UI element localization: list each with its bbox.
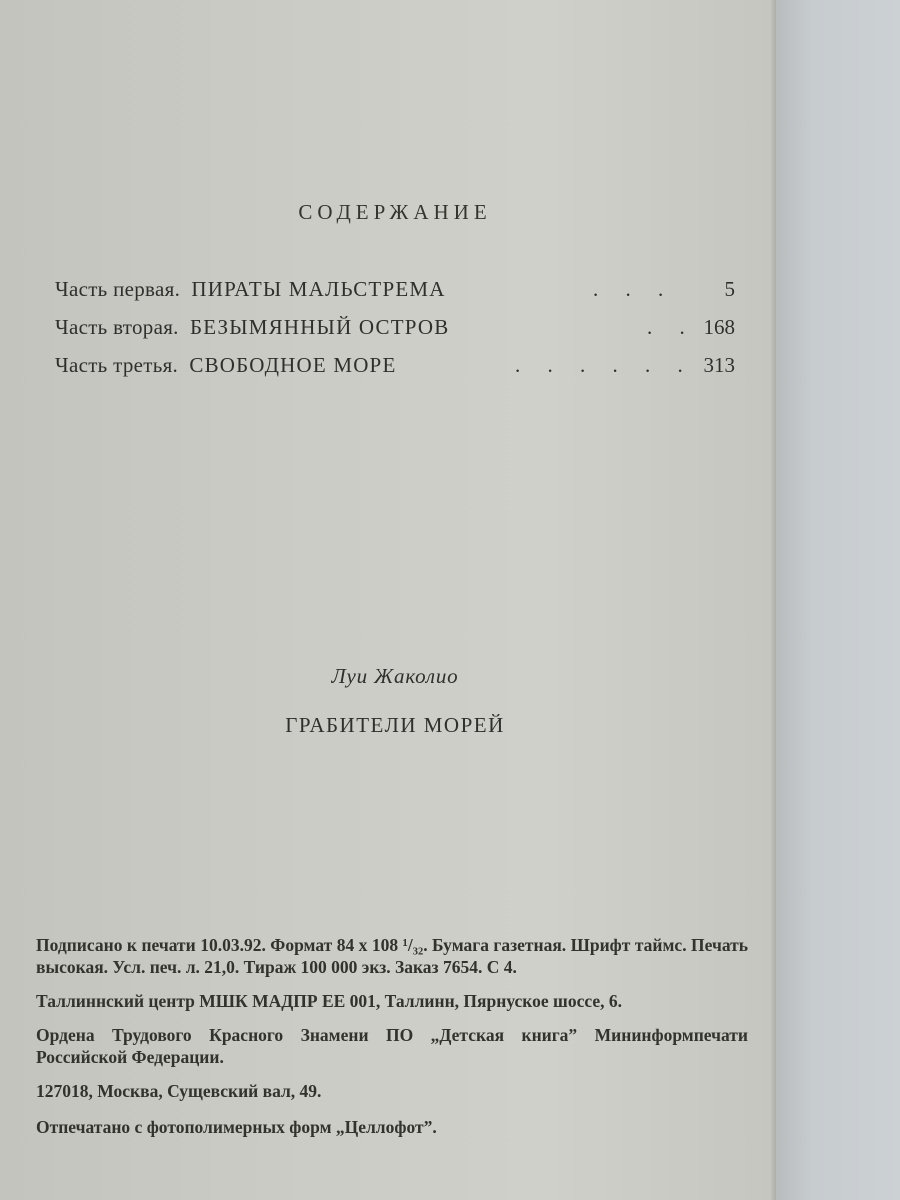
toc-entry-title: ПИРАТЫ МАЛЬСТРЕМА — [191, 277, 446, 301]
imprint-printer: Таллиннский центр МШК МАДПР ЕЕ 001, Таллинн, Пярнуское шоссе, 6. — [36, 991, 622, 1011]
background-surface — [776, 0, 900, 1200]
imprint-address: 127018, Москва, Сущевский вал, 49. — [36, 1081, 322, 1101]
toc-entry — [55, 312, 735, 350]
toc-entry-part: Часть третья. — [55, 353, 179, 377]
toc-entry-title: БЕЗЫМЯННЫЙ ОСТРОВ — [189, 315, 450, 339]
book-title: ГРАБИТЕЛИ МОРЕЙ — [285, 713, 505, 737]
toc-entry-leader-dots: . . — [647, 315, 696, 339]
imprint-block — [36, 934, 748, 1138]
imprint-print-details: Подписано к печати 10.03.92. Формат 84 x 108 ¹/₃₂. Бумага газетная. Шрифт таймс. Печать высокая. Усл. печ. л. 21,0. Тираж 100 000 экз. Заказ 7654. С 4. — [36, 935, 748, 977]
toc-entry-page-number: 313 — [703, 353, 735, 377]
toc-heading: СОДЕРЖАНИЕ — [298, 200, 492, 224]
toc-entry-page-number: 5 — [724, 277, 735, 301]
toc-entry-page-number: 168 — [703, 315, 735, 339]
toc-entry-title: СВОБОДНОЕ МОРЕ — [189, 353, 397, 377]
toc-entry — [55, 350, 735, 388]
toc-entry-leader-dots: . . . — [593, 277, 675, 301]
table-of-contents — [55, 274, 735, 388]
imprint-print-forms: Отпечатано с фотополимерных форм „Целлофот”. — [36, 1117, 437, 1137]
toc-entry-part: Часть вторая. — [55, 315, 179, 339]
author-name: Луи Жаколио — [331, 664, 459, 688]
toc-entry-leader-dots: . . . . . . — [515, 353, 694, 377]
imprint-publisher: Ордена Трудового Красного Знамени ПО „Детская книга” Мининформпечати Российской Федерации. — [36, 1025, 748, 1067]
toc-entry — [55, 274, 735, 312]
toc-entry-part: Часть первая. — [55, 277, 181, 301]
